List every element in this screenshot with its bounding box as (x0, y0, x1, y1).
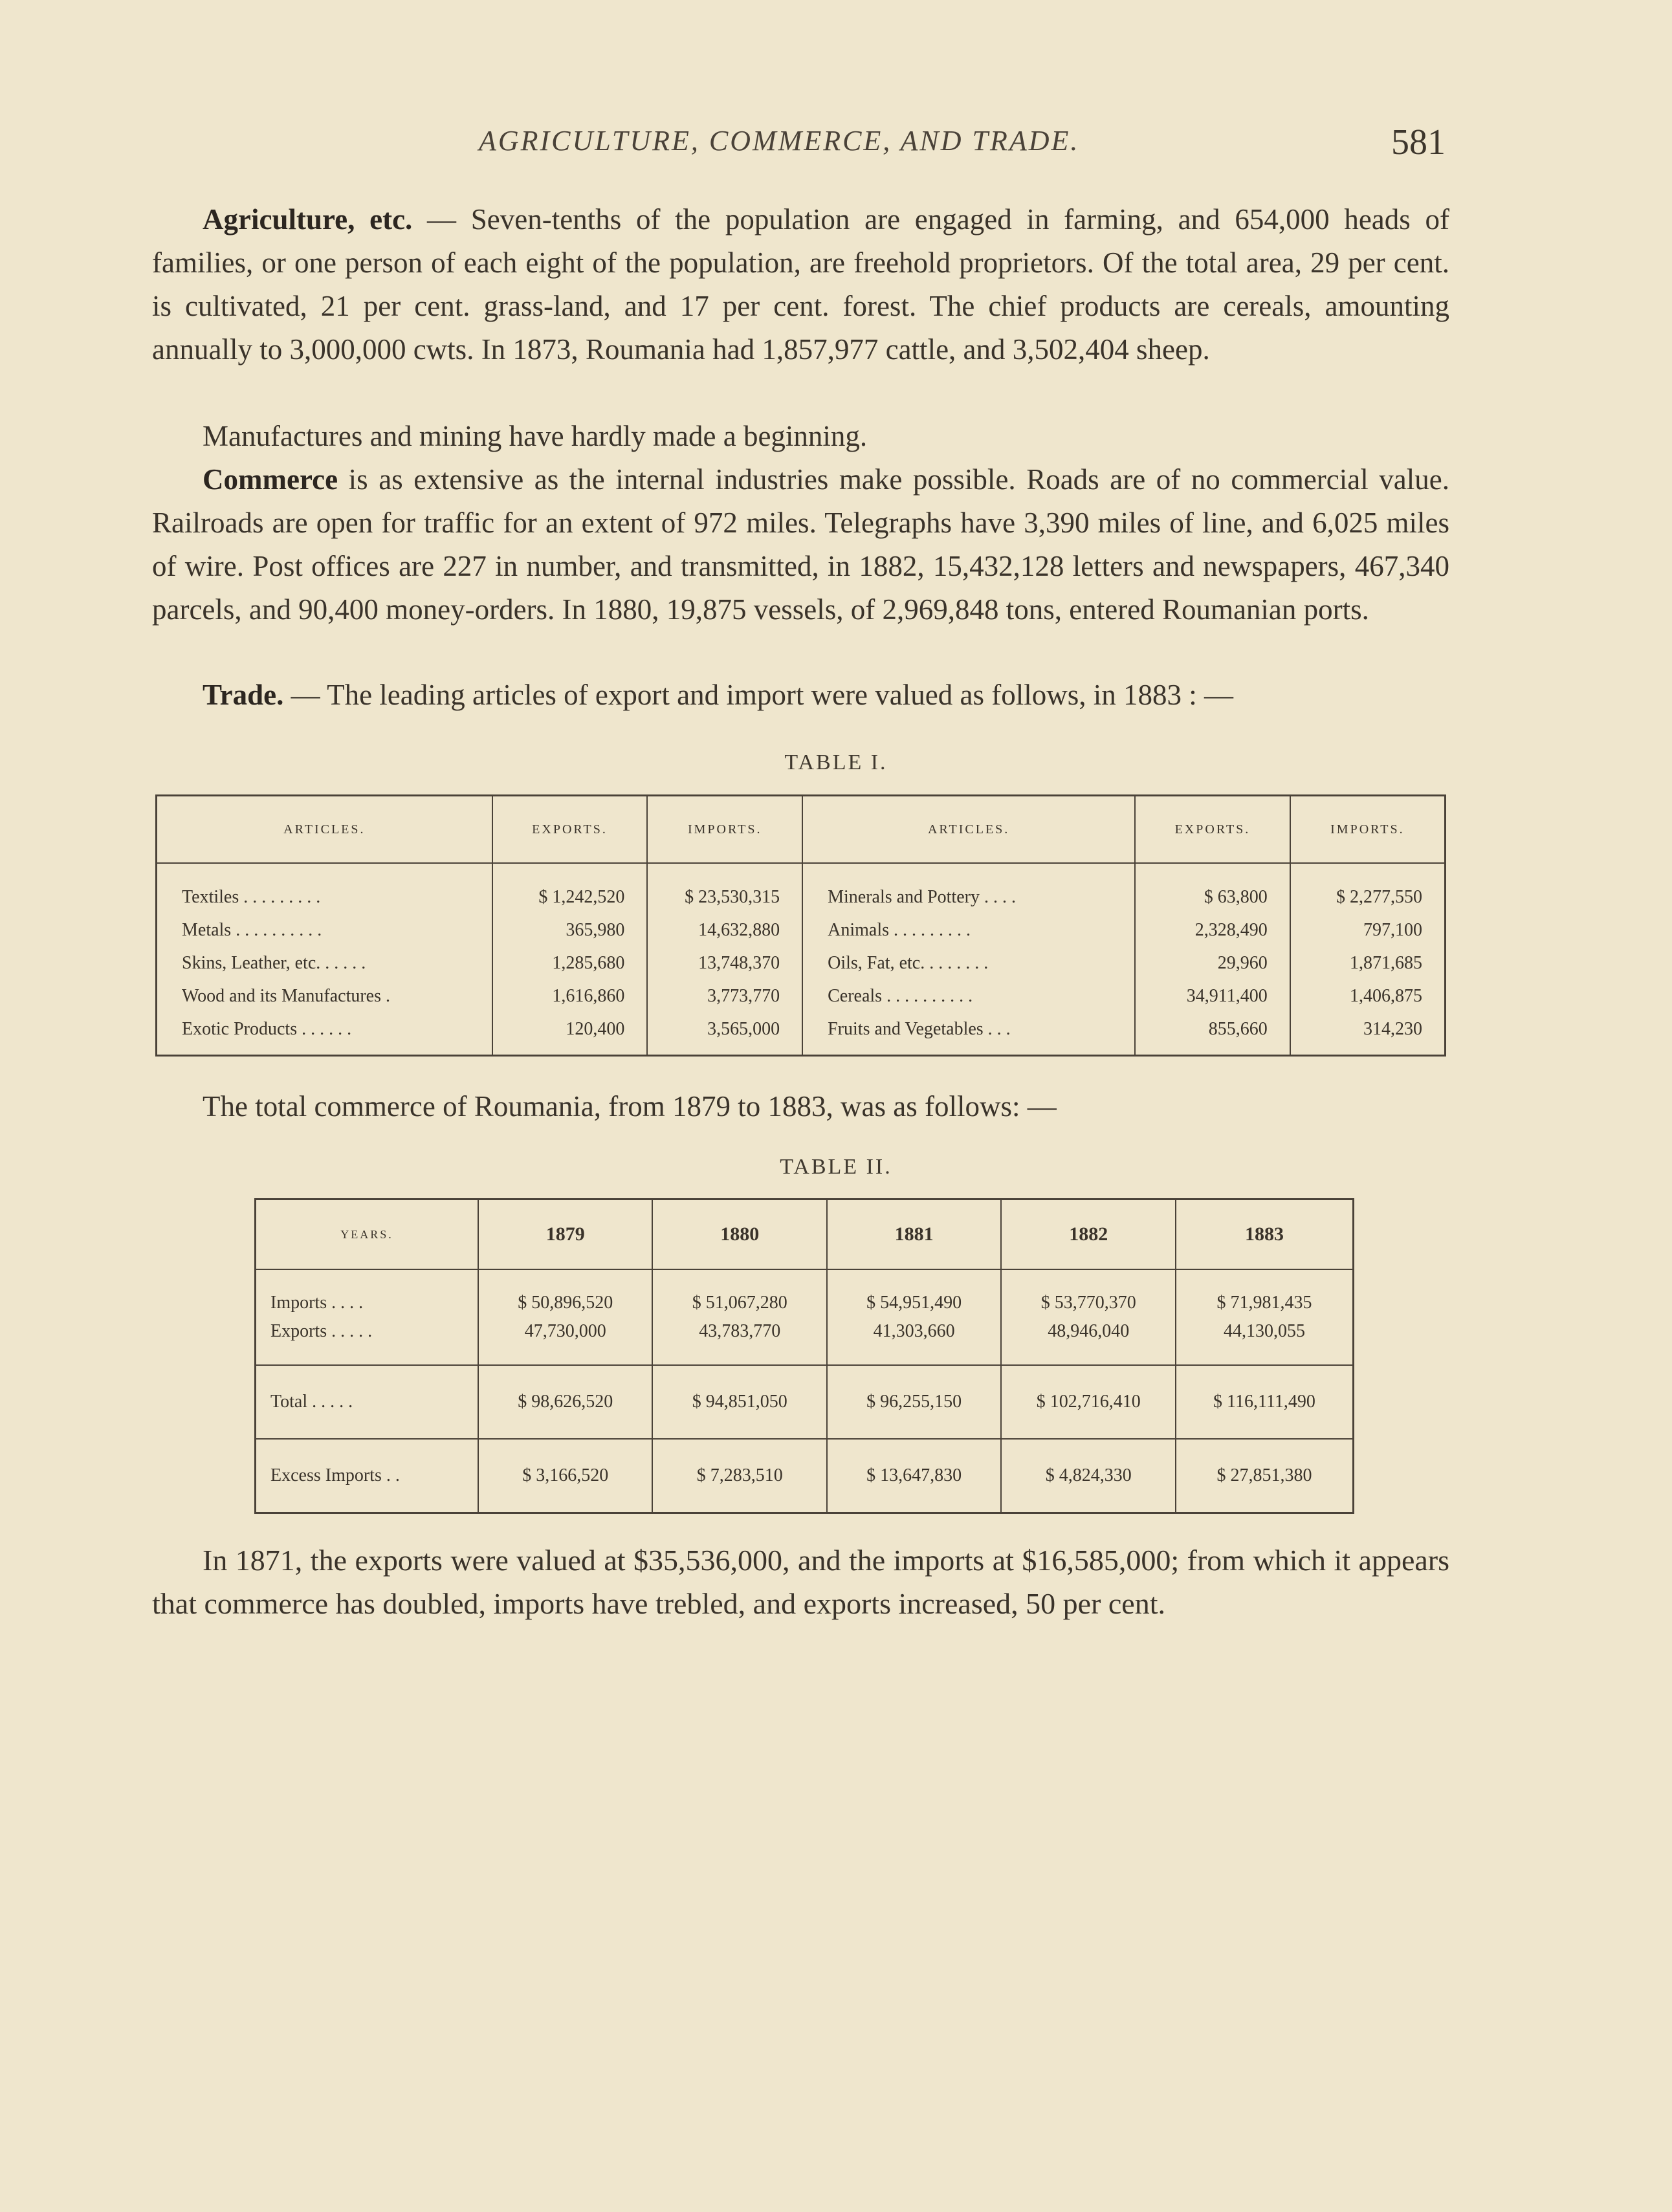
table-cell: 855,660 (1135, 1013, 1290, 1056)
table-cell: $ 4,824,330 (1001, 1439, 1176, 1513)
table-row (157, 1013, 1446, 1056)
total-commerce-text: The total commerce of Roumania, from 1879 to 1883, was as follows: — (203, 1090, 1057, 1122)
table-cell: $ 7,283,510 (652, 1439, 826, 1513)
column-header-year: 1881 (827, 1199, 1001, 1270)
running-head: AGRICULTURE, COMMERCE, AND TRADE. (479, 125, 1080, 157)
trade-text: — The leading articles of export and import were valued as follows, in 1883 : — (283, 679, 1233, 711)
table-row-excess-imports (256, 1439, 1354, 1513)
table-cell: 48,946,040 (1001, 1317, 1176, 1365)
table-cell: $ 2,277,550 (1336, 886, 1422, 907)
table-cell: 120,400 (492, 1013, 648, 1056)
paragraph-commerce (152, 458, 1449, 631)
table-cell: Exotic Products . . . . . . (157, 1013, 492, 1056)
table-cell: $ 51,067,280 (652, 1269, 826, 1317)
page-number: 581 (1391, 122, 1446, 162)
table-cell: $ 1,242,520 (492, 863, 648, 914)
column-header: EXPORTS. (492, 796, 648, 864)
table-cell: $ 53,770,370 (1001, 1269, 1176, 1317)
paragraph-trade (152, 673, 1449, 717)
final-text: In 1871, the exports were valued at $35,536,000, and the imports at $16,585,000; from which it appears that commerce has doubled, imports have trebled, and exports increased, 50 per cent. (152, 1544, 1449, 1620)
table-cell: Metals . . . . . . . . . . (157, 914, 492, 947)
row-label: Exports . . . . . (256, 1317, 478, 1365)
agriculture-lead: Agriculture, etc. (203, 203, 413, 235)
table-cell: 3,773,770 (647, 980, 802, 1013)
table-cell: Oils, Fat, etc. . . . . . . . (802, 947, 1135, 980)
column-header: ARTICLES. (157, 796, 492, 864)
table-cell: 3,565,000 (647, 1013, 802, 1056)
table-2-header-row (256, 1199, 1354, 1270)
table-cell: 314,230 (1363, 1018, 1422, 1039)
agriculture-text: — Seven-tenths of the population are engaged in farming, and 654,000 heads of families, or one person of each eight of the population, are freehold proprietors. Of the total area, 29 per cent. is cultivated, 21 per cent. grass-land, and 17 per cent. forest. The chief products are cereals, amounting annually to 3,000,000 cwts. In 1873, Roumania had 1,857,977 cattle, and 3,502,404 sheep. (152, 203, 1449, 366)
table-cell: Wood and its Manufactures . (157, 980, 492, 1013)
paragraph-final (152, 1539, 1449, 1625)
table-cell: 47,730,000 (478, 1317, 652, 1365)
commerce-lead: Commerce (203, 463, 338, 496)
table-cell: $ 98,626,520 (478, 1365, 652, 1439)
table-cell: 1,871,685 (1350, 952, 1422, 973)
table-cell: Textiles . . . . . . . . . (157, 863, 492, 914)
table-cell: 365,980 (492, 914, 648, 947)
table-cell: 1,616,860 (492, 980, 648, 1013)
table-cell: $ 116,111,490 (1176, 1365, 1354, 1439)
row-label: Excess Imports . . (256, 1439, 478, 1513)
table-row (157, 980, 1446, 1013)
table-cell: 14,632,880 (647, 914, 802, 947)
table-row (157, 863, 1446, 914)
column-header: EXPORTS. (1135, 796, 1290, 864)
paragraph-manufactures (152, 415, 1449, 458)
table-cell: 2,328,490 (1135, 914, 1290, 947)
table-cell: $ 102,716,410 (1001, 1365, 1176, 1439)
table-2-caption: TABLE II. (780, 1155, 892, 1179)
table-cell: $ 27,851,380 (1176, 1439, 1354, 1513)
table-cell: Skins, Leather, etc. . . . . . (157, 947, 492, 980)
table-cell: $ 71,981,435 (1216, 1293, 1312, 1313)
table-cell: $ 13,647,830 (827, 1439, 1001, 1513)
table-cell: 44,130,055 (1176, 1317, 1354, 1365)
table-cell: Cereals . . . . . . . . . . (802, 980, 1135, 1013)
column-header-year: 1879 (478, 1199, 652, 1270)
column-header: ARTICLES. (802, 796, 1135, 864)
table-cell: $ 63,800 (1135, 863, 1290, 914)
table-cell: 1,285,680 (492, 947, 648, 980)
table-cell: 1,406,875 (1350, 985, 1422, 1006)
table-cell: $ 50,896,520 (478, 1269, 652, 1317)
table-cell: Minerals and Pottery . . . . (802, 863, 1135, 914)
table-cell: 29,960 (1135, 947, 1290, 980)
table-cell: 34,911,400 (1135, 980, 1290, 1013)
table-cell: Animals . . . . . . . . . (802, 914, 1135, 947)
paragraph-total-commerce (152, 1085, 1449, 1128)
table-yearly-commerce (254, 1198, 1354, 1514)
row-label: Total . . . . . (256, 1365, 478, 1439)
table-cell: Fruits and Vegetables . . . (802, 1013, 1135, 1056)
table-row-total (256, 1365, 1354, 1439)
table-row (157, 914, 1446, 947)
column-header: IMPORTS. (647, 796, 802, 864)
column-header-year: 1882 (1001, 1199, 1176, 1270)
table-cell: $ 94,851,050 (652, 1365, 826, 1439)
table-cell: 797,100 (1363, 919, 1422, 940)
table-row-imports (256, 1269, 1354, 1317)
table-1-caption: TABLE I. (784, 750, 888, 774)
commerce-text: is as extensive as the internal industries make possible. Roads are of no commercial value. Railroads are open for traffic for an extent of 972 miles. Telegraphs have 3,390 miles of line, and 6,025 miles of wire. Post offices are 227 in number, and transmitted, in 1882, 15,432,128 letters and newspapers, 467,340 parcels, and 90,400 money-orders. In 1880, 19,875 vessels, of 2,969,848 tons, entered Roumanian ports. (152, 463, 1449, 626)
table-cell: $ 23,530,315 (647, 863, 802, 914)
table-1-header-row (157, 796, 1446, 864)
table-cell: $ 96,255,150 (827, 1365, 1001, 1439)
manufactures-text: Manufactures and mining have hardly made a beginning. (203, 420, 868, 452)
column-header-years: YEARS. (256, 1199, 478, 1270)
table-cell: 41,303,660 (827, 1317, 1001, 1365)
table-row-exports (256, 1317, 1354, 1365)
column-header-year: 1880 (652, 1199, 826, 1270)
table-cell: $ 54,951,490 (827, 1269, 1001, 1317)
paragraph-agriculture (152, 198, 1449, 371)
table-cell: 43,783,770 (652, 1317, 826, 1365)
table-articles (155, 794, 1446, 1057)
table-row (157, 947, 1446, 980)
table-cell: $ 3,166,520 (478, 1439, 652, 1513)
row-label: Imports . . . . (256, 1269, 478, 1317)
table-cell: 13,748,370 (647, 947, 802, 980)
column-header: IMPORTS. (1290, 796, 1446, 864)
trade-lead: Trade. (203, 679, 284, 711)
column-header-year: 1883 (1176, 1199, 1354, 1270)
